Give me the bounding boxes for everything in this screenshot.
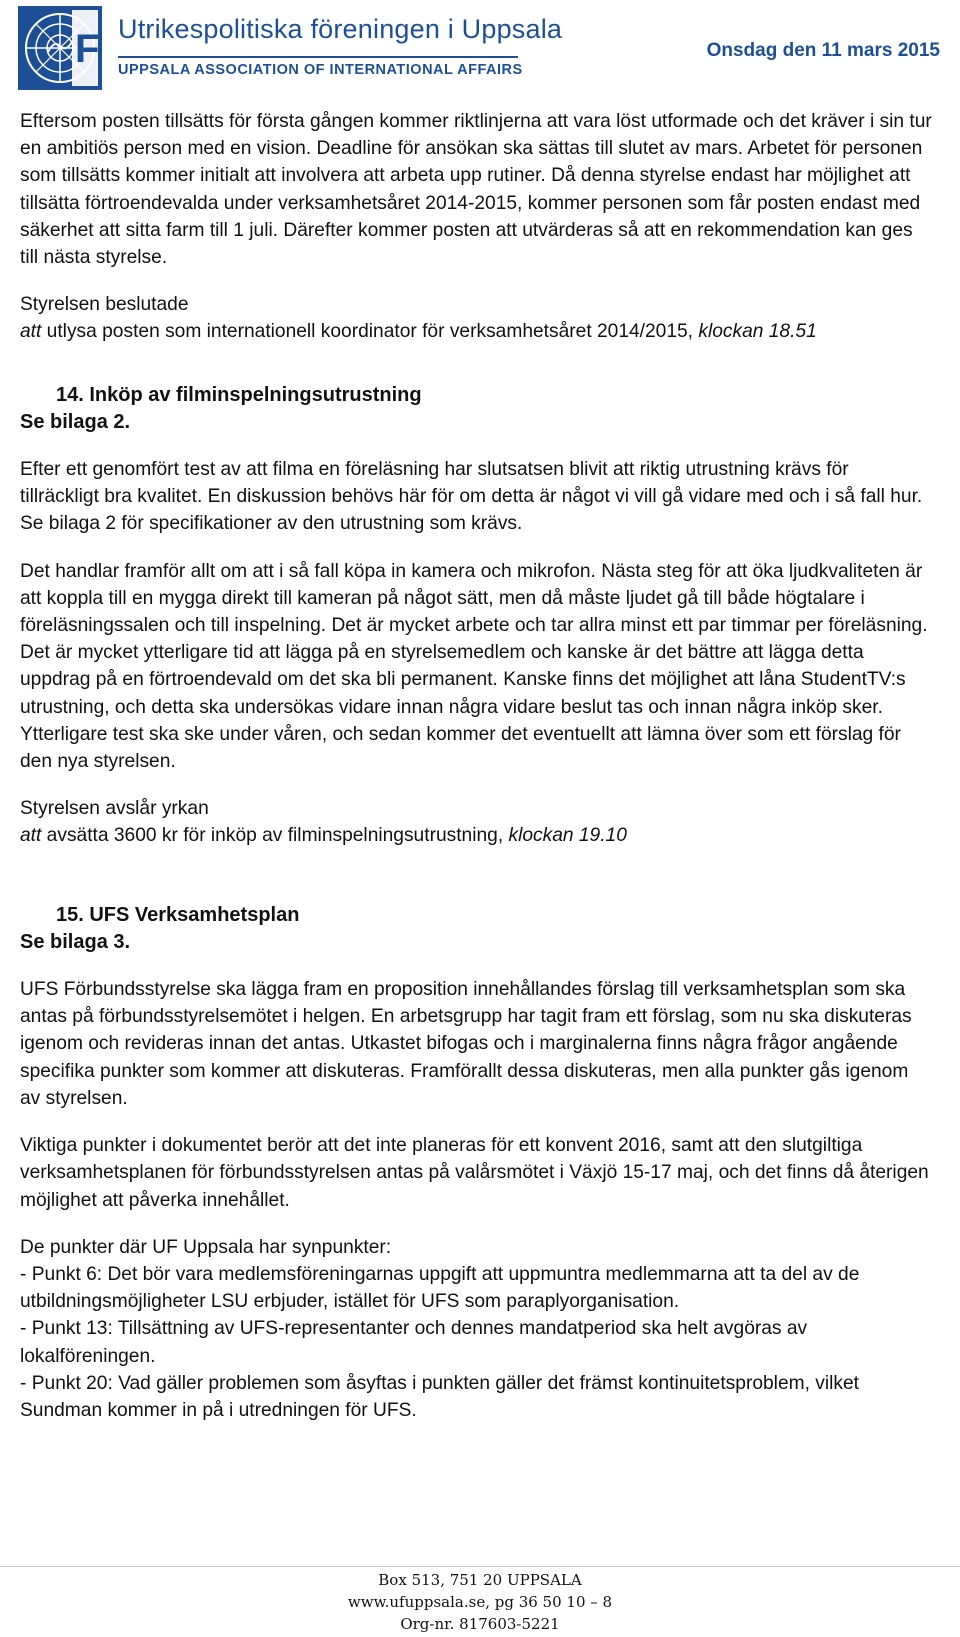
paragraph: Viktiga punkter i dokumentet berör att det inte planeras för ett konvent 2016, samt att den slutgiltiga verksamhetsplanen för förbundsstyrelsen antas på valårsmötet i Växjö 15-17 maj, och det finns då återigen möjlighet att påverka innehållet. [20, 1135, 929, 1211]
org-name-english: UPPSALA ASSOCIATION OF INTERNATIONAL AFFAIRS [118, 56, 518, 78]
list-item: - Punkt 20: Vad gäller problemen som åsyftas i punkten gäller det främst kontinuitetsproblem, vilket Sundman kommer in på i utredningen för UFS. [20, 1372, 859, 1421]
footer-address: Box 513, 751 20 UPPSALA [378, 1571, 582, 1589]
paragraph: UFS Förbundsstyrelse ska lägga fram en proposition innehållandes förslag till verksamhetsplan som ska antas på förbundsstyrelsemötet i helgen. En arbetsgrupp har tagit fram ett förslag, som nu ska diskuteras igenom och revideras innan det antas. Utkastet bifogas och i marginalerna finns några frågor angående specifika punkter som kommer att diskuteras. Framförallt dessa diskuteras, men alla punkter gås igenom av styrelsen. [20, 979, 912, 1109]
decision-intro: Styrelsen avslår yrkan [20, 798, 209, 820]
section-heading-15: 15. UFS Verksamhetsplan [56, 903, 300, 926]
decision-text [20, 318, 932, 345]
footer-org-number: Org-nr. 817603-5221 [400, 1615, 560, 1633]
decision-body: utlysa posten som internationell koordinator för verksamhetsåret 2014/2015, [41, 321, 699, 343]
un-globe-logo-icon [18, 6, 102, 90]
list-item: - Punkt 6: Det bör vara medlemsföreningarnas uppgift att uppmuntra medlemmarna att ta del av de utbildningsmöjligheter LSU erbjuder, istället för UFS som paraplyorganisation. [20, 1263, 860, 1313]
decision-body: avsätta 3600 kr för inköp av filminspelningsutrustning, [41, 825, 509, 847]
list-item: - Punkt 13: Tillsättning av UFS-representanter och dennes mandatperiod ska helt avgöras av lokalföreningen. [20, 1318, 808, 1367]
page-footer [0, 1566, 960, 1637]
footer-website: www.ufuppsala.se, pg 36 50 10 – 8 [347, 1593, 613, 1611]
org-name: Utrikespolitiska föreningen i Uppsala [118, 14, 563, 44]
att-label: att [20, 321, 42, 343]
points-intro: De punkter där UF Uppsala har synpunkter: [20, 1236, 392, 1258]
attachment-reference: Se bilaga 3. [20, 930, 131, 953]
decision-intro: Styrelsen beslutade [20, 294, 189, 316]
meeting-date: Onsdag den 11 mars 2015 [706, 40, 940, 61]
paragraph: Eftersom posten tillsätts för första gången kommer riktlinjerna att vara löst utformade och det kräver i sin tur en ambitiös person med en vision. Deadline för ansökan ska sättas till slutet av mars. Arbetet för personen som tillsätts kommer initialt att involvera att arbeta upp rutiner. Då denna styrelse endast har möjlighet att tillsätta förtroendevalda under verksamhetsåret 2014-2015, kommer personen som får posten endast med säkerhet att sitta farm till 1 juli. Därefter kommer posten att utvärderas så att en rekommendation kan ges till nästa styrelse. [20, 111, 932, 269]
att-label: att [20, 825, 42, 847]
decision-text [20, 822, 932, 849]
section-heading-14: 14. Inköp av filminspelningsutrustning [56, 383, 422, 406]
decision-time: klockan 19.10 [508, 825, 627, 847]
paragraph: Det handlar framför allt om att i så fall köpa in kamera och mikrofon. Nästa steg för att öka ljudkvaliteten är att koppla till en mygga direkt till kameran på något sätt, men då måste ljudet gå till både högtalare i föreläsningssalen och till inspelning. Det är mycket arbete och tar allra minst ett par timmar per föreläsning. Det är mycket ytterligare tid att lägga på en styrelsemedlem och kanske är det bättre att lägga detta uppdrag på en förtroendevald om det ska bli permanent. Kanske finns det möjlighet att låna StudentTV:s utrustning, och detta ska undersökas vidare innan några vidare beslut tas och innan några inköp sker. Ytterligare test ska ske under våren, och sedan kommer det eventuellt att lämna över som ett förslag för den nya styrelsen. [20, 560, 928, 773]
attachment-reference: Se bilaga 2. [20, 410, 131, 433]
svg-text:F: F [75, 27, 100, 71]
page-header [0, 0, 960, 96]
paragraph: Efter ett genomfört test av att filma en föreläsning har slutsatsen blivit att riktig utrustning krävs för tillräckligt bra kvalitet. En diskussion behövs här för om detta är något vi vill gå vidare med och i så fall hur. Se bilaga 2 för specifikationer av den utrustning som krävs. [20, 459, 923, 535]
document-body [20, 108, 932, 1424]
decision-time: klockan 18.51 [698, 321, 817, 343]
